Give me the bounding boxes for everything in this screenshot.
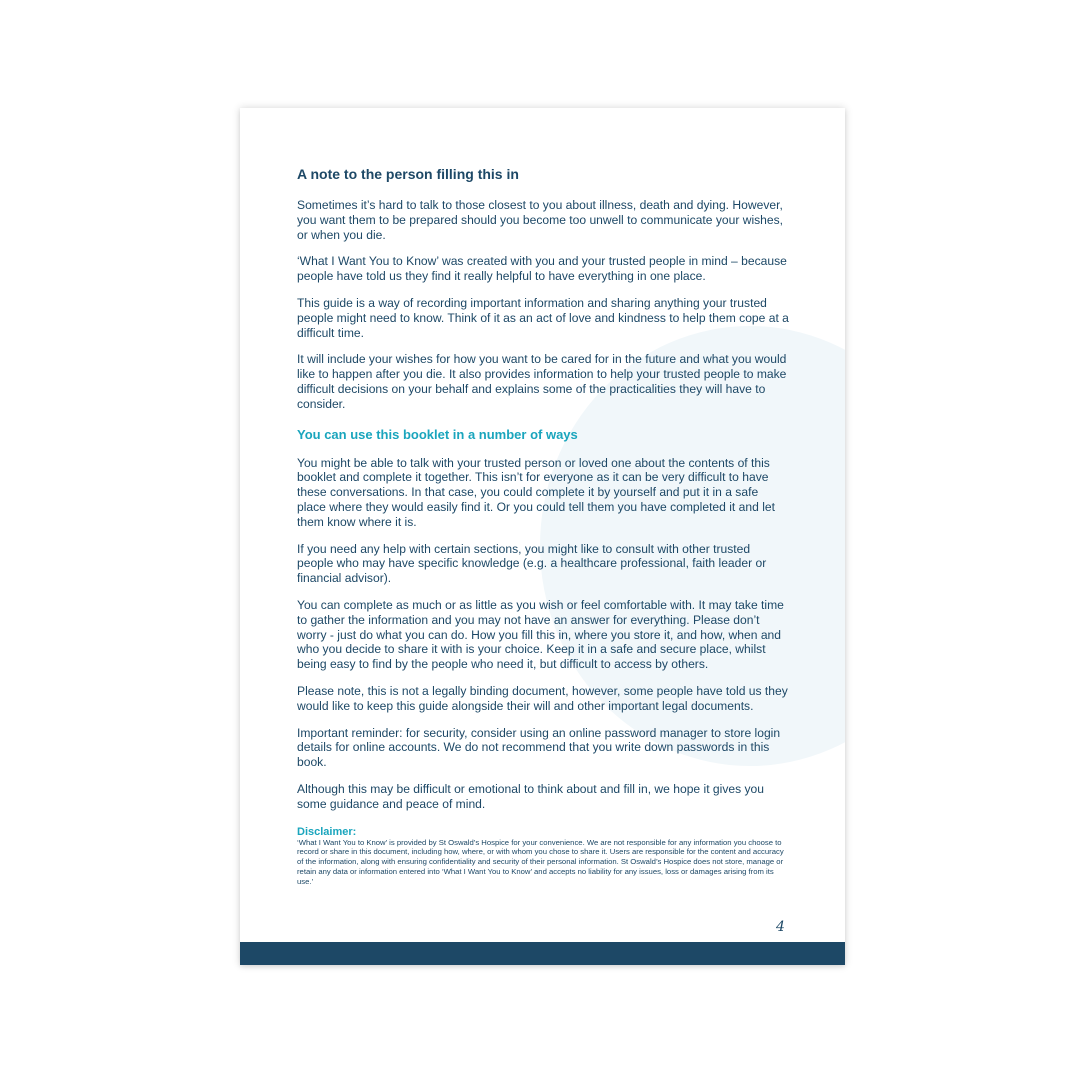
page-heading: A note to the person filling this in	[297, 166, 519, 182]
body-paragraph: You might be able to talk with your trusted person or loved one about the contents of this booklet and complete it together. This isn’t for everyone as it can be very difficult to have these conversations. In that case, you could complete it by yourself and put it in a safe place where they would easily find it. Or you could tell them you have completed it and let them know where it is.	[297, 455, 775, 529]
page-number: 4	[776, 919, 785, 935]
intro-paragraph: ‘What I Want You to Know’ was created with you and your trusted people in mind – because people have told us they find it really helpful to have everything in one place.	[297, 254, 787, 284]
body-paragraph: You can complete as much or as little as you wish or feel comfortable with. It may take time to gather the information and you may not have an answer for everything. Please don’t worry - just do what you can do. How you fill this in, where you store it, and how, when and who you decide to share it with is your choice. Keep it in a safe and secure place, whilst being easy to find by the people who need it, but difficult to access by others.	[297, 597, 784, 672]
footer-bar	[240, 942, 845, 965]
page-content	[297, 165, 789, 886]
body-paragraph: If you need any help with certain sections, you might like to consult with other trusted people who may have specific knowledge (e.g. a healthcare professional, faith leader or financial advisor).	[297, 541, 767, 586]
intro-paragraph: Sometimes it’s hard to talk to those closest to you about illness, death and dying. However, you want them to be prepared should you become too unwell to communicate your wishes, or when you die.	[297, 198, 784, 242]
disclaimer-title: Disclaimer:	[297, 825, 357, 838]
intro-paragraph: It will include your wishes for how you want to be cared for in the future and what you would like to happen after you die. It also provides information to help your trusted people to make difficult decisions on your behalf and explains some of the practicalities they will have to consider.	[297, 352, 787, 411]
document-page	[240, 108, 845, 965]
section-subheading: You can use this booklet in a number of ways	[297, 426, 578, 442]
body-paragraph: Please note, this is not a legally binding document, however, some people have told us they would like to keep this guide alongside their will and other important legal documents.	[297, 683, 788, 713]
intro-paragraph: This guide is a way of recording important information and sharing anything your trusted people might need to know. Think of it as an act of love and kindness to help them cope at a difficult time.	[297, 295, 789, 340]
disclaimer-text: ‘What I Want You to Know’ is provided by St Oswald’s Hospice for your convenience. We are not responsible for any information you choose to record or share in this document, including how, where, or with whom you chose to share it. Users are responsible for the content and accuracy of the information, along with ensuring confidentiality and security of their personal information. St Oswald’s Hospice does not store, manage or retain any data or information entered into ‘What I Want You to Know’ and accepts no liability for any issues, loss or damages arising from its use.’	[297, 837, 784, 886]
body-paragraph: Important reminder: for security, consider using an online password manager to store login details for online accounts. We do not recommend that you write down passwords in this book.	[297, 725, 781, 770]
body-paragraph: Although this may be difficult or emotional to think about and fill in, we hope it gives you some guidance and peace of mind.	[297, 781, 765, 811]
